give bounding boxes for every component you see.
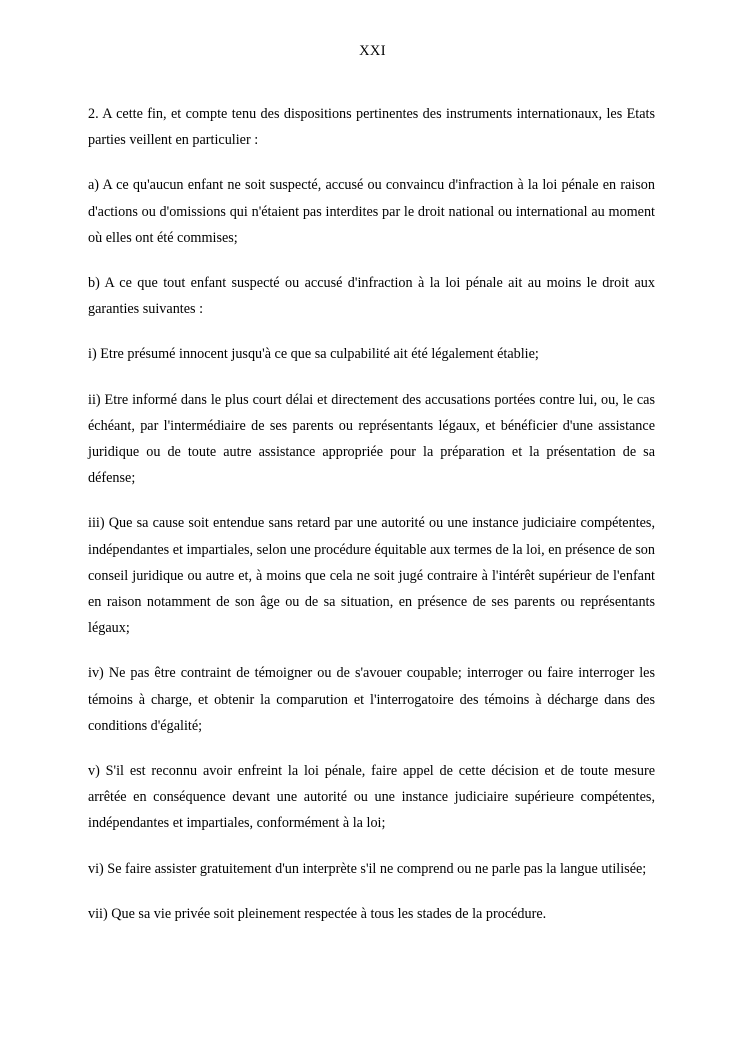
page-number: XXI <box>359 43 386 59</box>
paragraph-b-vii: vii) Que sa vie privée soit pleinement respectée à tous les stades de la procédure. <box>88 905 547 922</box>
paragraph-b-ii: ii) Etre informé dans le plus court délai et directement des accusations portées contre lui, ou, le cas échéant, par l'intermédiaire de ses parents ou représentants légaux, et bénéficier d'une assistance juridique ou de toute autre assistance appropriée pour la préparation et la présentation de sa défense; <box>88 391 655 487</box>
paragraph-b-vi: vi) Se faire assister gratuitement d'un interprète s'il ne comprend ou ne parle pas la langue utilisée; <box>88 860 647 877</box>
paragraph-a: a) A ce qu'aucun enfant ne soit suspecté, accusé ou convaincu d'infraction à la loi pénale en raison d'actions ou d'omissions qui n'étaient pas interdites par le droit national ou international au moment où elles ont été commises; <box>88 177 655 246</box>
paragraph-b: b) A ce que tout enfant suspecté ou accusé d'infraction à la loi pénale ait au moins le droit aux garanties suivantes : <box>88 275 655 318</box>
paragraph-b-i: i) Etre présumé innocent jusqu'à ce que sa culpabilité ait été légalement établie; <box>88 346 539 363</box>
paragraph-2-intro: 2. A cette fin, et compte tenu des dispositions pertinentes des instruments internationaux, les Etats parties veillent en particulier : <box>88 106 655 149</box>
paragraph-b-iii: iii) Que sa cause soit entendue sans retard par une autorité ou une instance judiciaire compétentes, indépendantes et impartiales, selon une procédure équitable aux termes de la loi, en présence de son conseil juridique ou autre et, à moins que cela ne soit jugé contraire à l'intérêt supérieur de l'enfant en raison notamment de son âge ou de sa situation, en présence de ses parents ou représentants légaux; <box>88 515 655 637</box>
document-body <box>88 101 655 946</box>
paragraph-b-v: v) S'il est reconnu avoir enfreint la loi pénale, faire appel de cette décision et de toute mesure arrêtée en conséquence devant une autorité ou une instance judiciaire supérieure compétentes, indépendantes et impartiales, conformément à la loi; <box>88 763 655 832</box>
paragraph-b-iv: iv) Ne pas être contraint de témoigner ou de s'avouer coupable; interroger ou faire interroger les témoins à charge, et obtenir la comparution et l'interrogatoire des témoins à décharge dans des conditions d'égalité; <box>88 665 655 734</box>
